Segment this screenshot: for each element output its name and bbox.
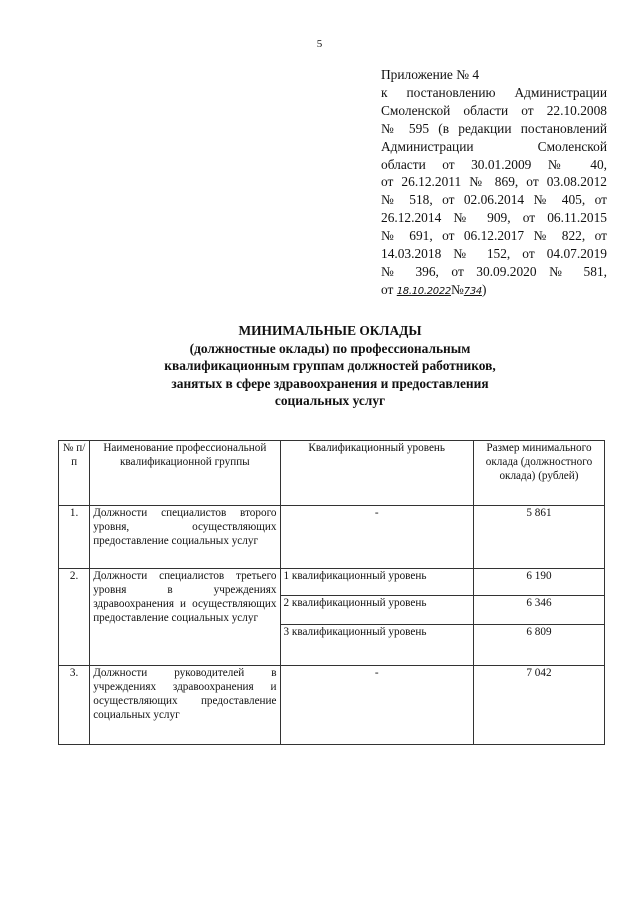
appendix-line: № 691, от 06.12.2017 № 822, от [381, 228, 607, 244]
title-line: социальных услуг [274, 393, 386, 408]
row-size: 6 809 [473, 625, 604, 666]
appendix-line: к постановлению Администрации [381, 84, 607, 100]
row-num: 2. [59, 569, 90, 666]
appendix-line: от 26.12.2011 № 869, от 03.08.2012 [381, 174, 607, 190]
appendix-line: области от 30.01.2009 № 40, [381, 156, 607, 172]
title-line: МИНИМАЛЬНЫЕ ОКЛАДЫ [238, 323, 422, 338]
row-name: Должности руководителей в учреждениях здравоохранения и осуществляющих предоставление социальных услуг [90, 666, 280, 745]
number-sign: № [450, 281, 464, 297]
appendix-line: № 518, от 02.06.2014 № 405, от [381, 192, 607, 208]
document-title [100, 322, 560, 410]
row-num: 3. [59, 666, 90, 745]
table-row [59, 506, 605, 569]
closing-parenthesis: ) [481, 281, 487, 297]
appendix-line: 14.03.2018 № 152, от 04.07.2019 [381, 246, 607, 262]
appendix-line: Администрации Смоленской [381, 138, 607, 154]
row-size: 5 861 [473, 506, 604, 569]
row-name: Должности специалистов третьего уровня в учреждениях здравоохранения и осуществляющих предоставление социальных услуг [90, 569, 280, 666]
title-line: (должностные оклады) по профессиональным [189, 340, 471, 356]
row-level: 3 квалификационный уровень [280, 625, 473, 666]
appendix-header [381, 66, 607, 301]
page-number: 5 [316, 38, 323, 50]
appendix-line: Приложение № 4 [381, 67, 480, 82]
appendix-line: № 396, от 30.09.2020 № 581, [381, 263, 607, 279]
appendix-line-prefix: от [381, 281, 397, 297]
row-size: 6 190 [473, 569, 604, 596]
title-line: квалификационным группам должностей работников, [164, 358, 496, 373]
row-size: 6 346 [473, 596, 604, 625]
appendix-line: 26.12.2014 № 909, от 06.11.2015 [381, 210, 607, 226]
header-name: Наименование профессиональной квалификационной группы [90, 441, 280, 506]
row-level: - [280, 506, 473, 569]
handwritten-date: 18.10.2022 [396, 285, 451, 297]
row-level: 1 квалификационный уровень [280, 569, 473, 596]
table-row [59, 666, 605, 745]
appendix-line-signature [381, 281, 607, 301]
header-num: № п/п [59, 441, 90, 506]
appendix-line: № 595 (в редакции постановлений [381, 120, 607, 136]
salary-table [58, 440, 605, 745]
header-size: Размер минимального оклада (должностного оклада) (рублей) [473, 441, 604, 506]
appendix-line: Смоленской области от 22.10.2008 [381, 102, 607, 118]
row-size: 7 042 [473, 666, 604, 745]
row-level: - [280, 666, 473, 745]
table-header-row [59, 441, 605, 506]
header-level: Квалификационный уровень [280, 441, 473, 506]
row-name: Должности специалистов второго уровня, осуществляющих предоставление социальных услуг [90, 506, 280, 569]
handwritten-number: 734 [463, 285, 482, 297]
title-line: занятых в сфере здравоохранения и предоставления [171, 375, 489, 391]
table-row [59, 569, 605, 596]
row-num: 1. [59, 506, 90, 569]
row-level: 2 квалификационный уровень [280, 596, 473, 625]
